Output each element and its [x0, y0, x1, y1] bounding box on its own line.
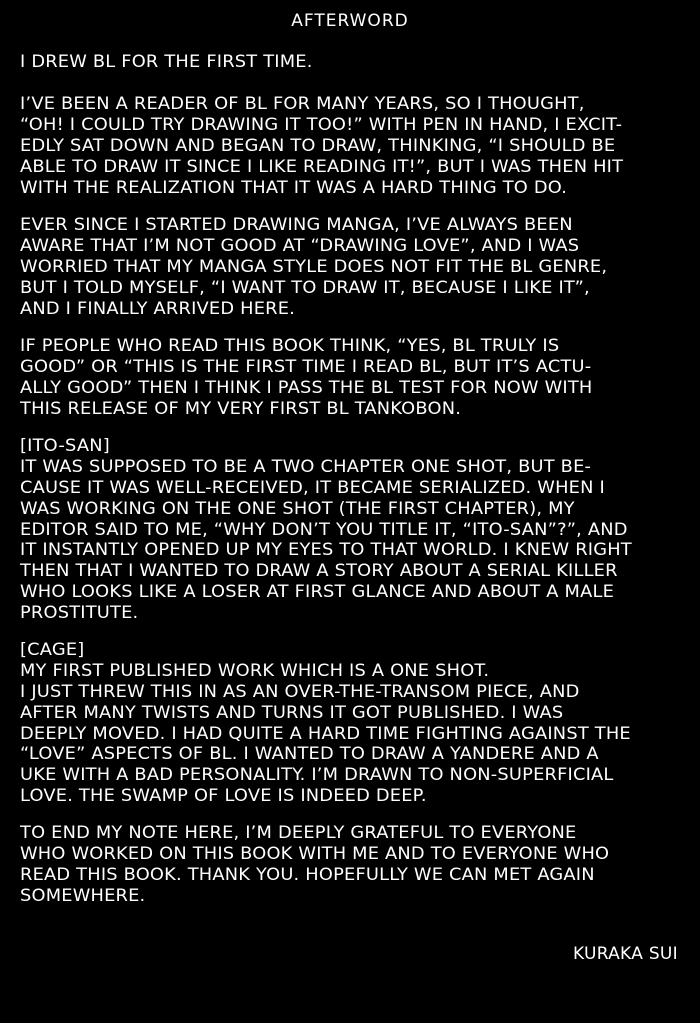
text-line: “LOVE” ASPECTS OF BL. I WANTED TO DRAW A YANDERE AND A — [20, 744, 599, 765]
author-signature: KURAKA SUI — [572, 944, 678, 964]
text-line: AND I FINALLY ARRIVED HERE. — [20, 298, 296, 319]
text-line: EVER SINCE I STARTED DRAWING MANGA, I’VE ALWAYS BEEN — [20, 215, 573, 235]
text-line: AFTER MANY TWISTS AND TURNS IT GOT PUBLISHED. I WAS — [20, 702, 564, 723]
text-line: DEEPLY MOVED. I HAD QUITE A HARD TIME FIGHTING AGAINST THE — [20, 723, 631, 744]
paragraph-bl-test — [20, 336, 700, 420]
text-line: ALLY GOOD” THEN I THINK I PASS THE BL TEST FOR NOW WITH — [20, 377, 593, 398]
paragraph-cage — [20, 640, 700, 807]
paragraph-ito-san — [20, 436, 700, 624]
text-line: WITH THE REALIZATION THAT IT WAS A HARD THING TO DO. — [20, 177, 568, 198]
text-line: I DREW BL FOR THE FIRST TIME. — [20, 52, 313, 72]
text-line: THEN THAT I WANTED TO DRAW A STORY ABOUT A SERIAL KILLER — [20, 561, 618, 582]
page-title: AFTERWORD — [291, 11, 409, 31]
text-line: WHO LOOKS LIKE A LOSER AT FIRST GLANCE AND ABOUT A MALE — [20, 582, 615, 603]
text-line: MY FIRST PUBLISHED WORK WHICH IS A ONE SHOT. — [20, 660, 490, 681]
text-line: WORRIED THAT MY MANGA STYLE DOES NOT FIT THE BL GENRE, — [20, 256, 608, 277]
text-line: CAUSE IT WAS WELL-RECEIVED, IT BECAME SERIALIZED. WHEN I — [20, 477, 605, 498]
section-heading: [ITO-SAN] — [20, 436, 110, 456]
text-line: WHO WORKED ON THIS BOOK WITH ME AND TO EVERYONE WHO — [20, 843, 610, 864]
text-line: ABLE TO DRAW IT SINCE I LIKE READING IT!”, BUT I WAS THEN HIT — [20, 156, 624, 177]
text-line: EDITOR SAID TO ME, “WHY DON’T YOU TITLE IT, “ITO-SAN”?”, AND — [20, 519, 628, 540]
text-line: I JUST THREW THIS IN AS AN OVER-THE-TRANSOM PIECE, AND — [20, 681, 580, 702]
paragraph-closing — [20, 823, 700, 907]
text-line: IT INSTANTLY OPENED UP MY EYES TO THAT WORLD. I KNEW RIGHT — [20, 540, 632, 561]
paragraph-intro — [20, 52, 700, 73]
text-line: AWARE THAT I’M NOT GOOD AT “DRAWING LOVE”, AND I WAS — [20, 235, 580, 256]
text-line: PROSTITUTE. — [20, 603, 139, 624]
text-line: THIS RELEASE OF MY VERY FIRST BL TANKOBON. — [20, 398, 462, 419]
text-line: IT WAS SUPPOSED TO BE A TWO CHAPTER ONE SHOT, BUT BE- — [20, 456, 592, 477]
text-line: WAS WORKING ON THE ONE SHOT (THE FIRST CHAPTER), MY — [20, 498, 575, 519]
text-line: IF PEOPLE WHO READ THIS BOOK THINK, “YES, BL TRULY IS — [20, 336, 560, 356]
paragraph-drawing-love — [20, 215, 700, 319]
text-line: GOOD” OR “THIS IS THE FIRST TIME I READ BL, BUT IT’S ACTU- — [20, 356, 592, 377]
paragraph-reader — [20, 94, 700, 198]
text-line: LOVE. THE SWAMP OF LOVE IS INDEED DEEP. — [20, 786, 427, 807]
text-line: TO END MY NOTE HERE, I’M DEEPLY GRATEFUL TO EVERYONE — [20, 823, 577, 843]
section-heading: [CAGE] — [20, 640, 85, 660]
text-line: EDLY SAT DOWN AND BEGAN TO DRAW, THINKING, “I SHOULD BE — [20, 135, 616, 156]
text-line: BUT I TOLD MYSELF, “I WANT TO DRAW IT, BECAUSE I LIKE IT”, — [20, 277, 590, 298]
text-line: SOMEWHERE. — [20, 885, 146, 906]
text-line: “OH! I COULD TRY DRAWING IT TOO!” WITH PEN IN HAND, I EXCIT- — [20, 114, 623, 135]
text-line: READ THIS BOOK. THANK YOU. HOPEFULLY WE CAN MET AGAIN — [20, 864, 595, 885]
text-line: UKE WITH A BAD PERSONALITY. I’M DRAWN TO NON-SUPERFICIAL — [20, 765, 614, 786]
text-line: I’VE BEEN A READER OF BL FOR MANY YEARS, SO I THOUGHT, — [20, 94, 585, 114]
